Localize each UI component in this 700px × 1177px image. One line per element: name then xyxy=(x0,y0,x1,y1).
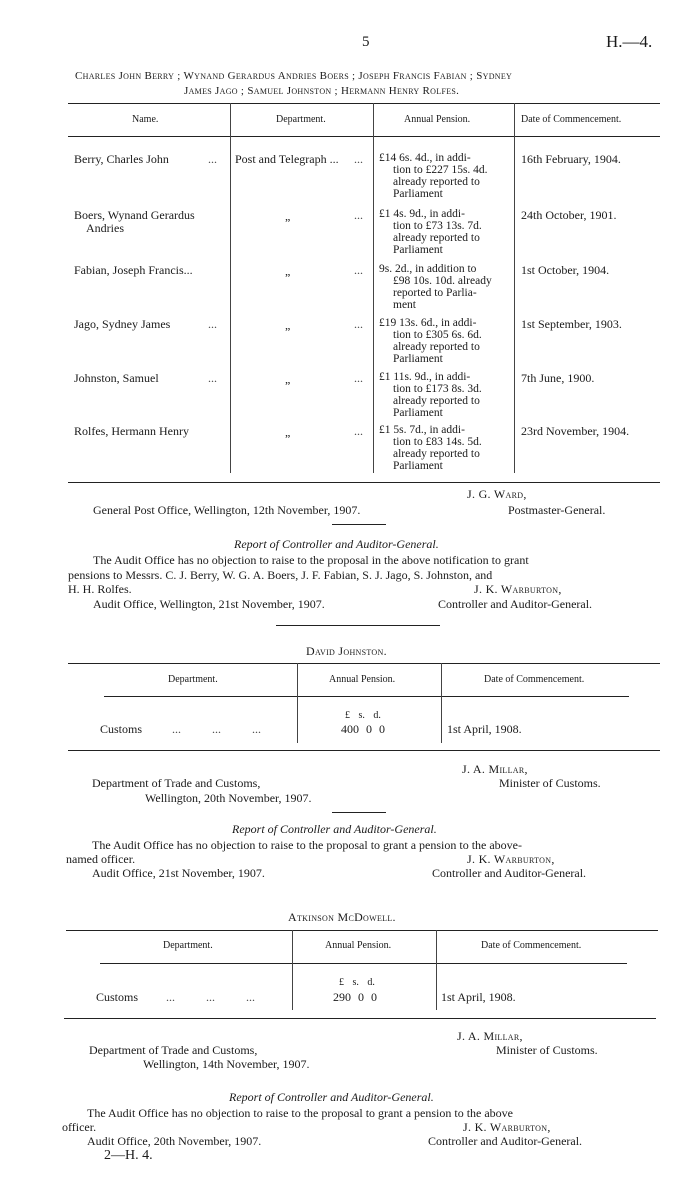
report-place: Audit Office, 20th November, 1907. xyxy=(87,1134,262,1148)
header-annual-pension: Annual Pension. xyxy=(325,940,392,951)
header-date: Date of Commencement. xyxy=(521,114,622,125)
report-line: The Audit Office has no objection to raise to the proposal in the above notification to grant xyxy=(93,553,529,567)
date-cell: 1st October, 1904. xyxy=(521,263,610,277)
date-cell: 7th June, 1900. xyxy=(521,371,595,385)
department-cell: Post and Telegraph ... xyxy=(235,152,339,166)
intro-line-1: Charles John Berry ; Wynand Gerardus Andries Boers ; Joseph Francis Fabian ; Sydney xyxy=(75,70,513,82)
signatory-name: J. A. Millar, xyxy=(457,1029,523,1043)
report-signer: J. K. Warburton, xyxy=(467,852,555,866)
header-department: Department. xyxy=(168,674,218,685)
report-line: H. H. Rolfes. xyxy=(68,582,132,596)
department-cell: Customs xyxy=(96,990,139,1004)
ditto-mark: „ xyxy=(285,318,291,332)
pension-cell: 290 0 0 xyxy=(333,990,377,1004)
report-heading: Report of Controller and Auditor-General. xyxy=(234,537,439,551)
signature-mark: 2—H. 4. xyxy=(104,1148,153,1163)
report-place: Audit Office, 21st November, 1907. xyxy=(92,866,265,880)
signatory-name: J. A. Millar, xyxy=(462,762,528,776)
pension-cell: £1 4s. 9d., in addi- tion to £73 13s. 7d. already reported to Parliament xyxy=(379,208,482,256)
name-cell: Boers, Wynand Gerardus xyxy=(74,208,195,222)
date-cell: 1st September, 1903. xyxy=(521,317,622,331)
header-department: Department. xyxy=(163,940,213,951)
signatory-title: Minister of Customs. xyxy=(499,776,601,790)
report-heading: Report of Controller and Auditor-General. xyxy=(229,1090,434,1104)
header-annual-pension: Annual Pension. xyxy=(404,114,471,125)
signature-place: Department of Trade and Customs, xyxy=(92,776,261,790)
pension-cell: 400 0 0 xyxy=(341,722,385,736)
header-date: Date of Commencement. xyxy=(481,940,582,951)
signature-place: Wellington, 14th November, 1907. xyxy=(143,1057,310,1071)
pension-cell: £19 13s. 6d., in addi- tion to £305 6s. 6d. already reported to Parliament xyxy=(379,317,482,365)
date-cell: 1st April, 1908. xyxy=(441,990,516,1004)
intro-line-2: James Jago ; Samuel Johnston ; Hermann Henry Rolfes. xyxy=(184,85,460,97)
header-annual-pension: Annual Pension. xyxy=(329,674,396,685)
report-line: The Audit Office has no objection to raise to the proposal to grant a pension to the above- xyxy=(92,838,523,852)
page-number: 5 xyxy=(362,34,370,50)
department-cell: Customs xyxy=(100,722,143,736)
name-cell: Jago, Sydney James xyxy=(74,317,171,331)
report-signer: J. K. Warburton, xyxy=(463,1120,551,1134)
date-cell: 23rd November, 1904. xyxy=(521,424,630,438)
leader-dots: ... xyxy=(208,152,217,166)
signatory-title: Postmaster-General. xyxy=(508,503,606,517)
report-signer-title: Controller and Auditor-General. xyxy=(438,597,593,611)
report-signer-title: Controller and Auditor-General. xyxy=(428,1134,583,1148)
report-heading: Report of Controller and Auditor-General. xyxy=(232,822,437,836)
report-signer: J. K. Warburton, xyxy=(474,582,562,596)
report-place: Audit Office, Wellington, 21st November, 1907. xyxy=(93,597,325,611)
header-department: Department. xyxy=(276,114,326,125)
pension-cell: £1 11s. 9d., in addi- tion to £173 8s. 3d. already reported to Parliament xyxy=(379,371,482,419)
signature-place: Department of Trade and Customs, xyxy=(89,1043,258,1057)
signatory-title: Minister of Customs. xyxy=(496,1043,598,1057)
name-cell-continued: Andries xyxy=(86,221,124,235)
section-title: David Johnston. xyxy=(306,644,387,658)
ditto-mark: „ xyxy=(285,264,291,278)
leader-dots: ... xyxy=(208,371,217,385)
name-cell: Berry, Charles John xyxy=(74,152,169,166)
currency-units: £ s. d. xyxy=(345,710,381,721)
pension-cell: £1 5s. 7d., in addi- tion to £83 14s. 5d. already reported to Parliament xyxy=(379,424,482,472)
pension-cell: 9s. 2d., in addition to £98 10s. 10d. already reported to Parlia- ment xyxy=(379,263,492,311)
currency-units: £ s. d. xyxy=(339,977,375,988)
ditto-mark: „ xyxy=(285,372,291,386)
signature-place: Wellington, 20th November, 1907. xyxy=(145,791,312,805)
report-line: officer. xyxy=(62,1120,97,1134)
document-reference: H.—4. xyxy=(606,32,653,51)
signature-place: General Post Office, Wellington, 12th November, 1907. xyxy=(93,503,361,517)
date-cell: 1st April, 1908. xyxy=(447,722,522,736)
name-cell: Johnston, Samuel xyxy=(74,371,159,385)
date-cell: 24th October, 1901. xyxy=(521,208,617,222)
report-line: named officer. xyxy=(66,852,136,866)
name-cell: Fabian, Joseph Francis... xyxy=(74,263,193,277)
ditto-mark: „ xyxy=(285,425,291,439)
section-title: Atkinson McDowell. xyxy=(288,910,396,924)
report-line: pensions to Messrs. C. J. Berry, W. G. A. Boers, J. F. Fabian, S. J. Jago, S. Johnston, and xyxy=(68,568,493,582)
date-cell: 16th February, 1904. xyxy=(521,152,621,166)
report-signer-title: Controller and Auditor-General. xyxy=(432,866,587,880)
signatory-name: J. G. Ward, xyxy=(467,487,527,501)
header-name: Name. xyxy=(132,114,159,125)
pension-cell: £14 6s. 4d., in addi- tion to £227 15s. 4d. already reported to Parliament xyxy=(379,152,488,200)
ditto-mark: „ xyxy=(285,209,291,223)
header-date: Date of Commencement. xyxy=(484,674,585,685)
report-line: The Audit Office has no objection to raise to the proposal to grant a pension to the above xyxy=(87,1106,514,1120)
leader-dots: ... xyxy=(208,317,217,331)
name-cell: Rolfes, Hermann Henry xyxy=(74,424,189,438)
